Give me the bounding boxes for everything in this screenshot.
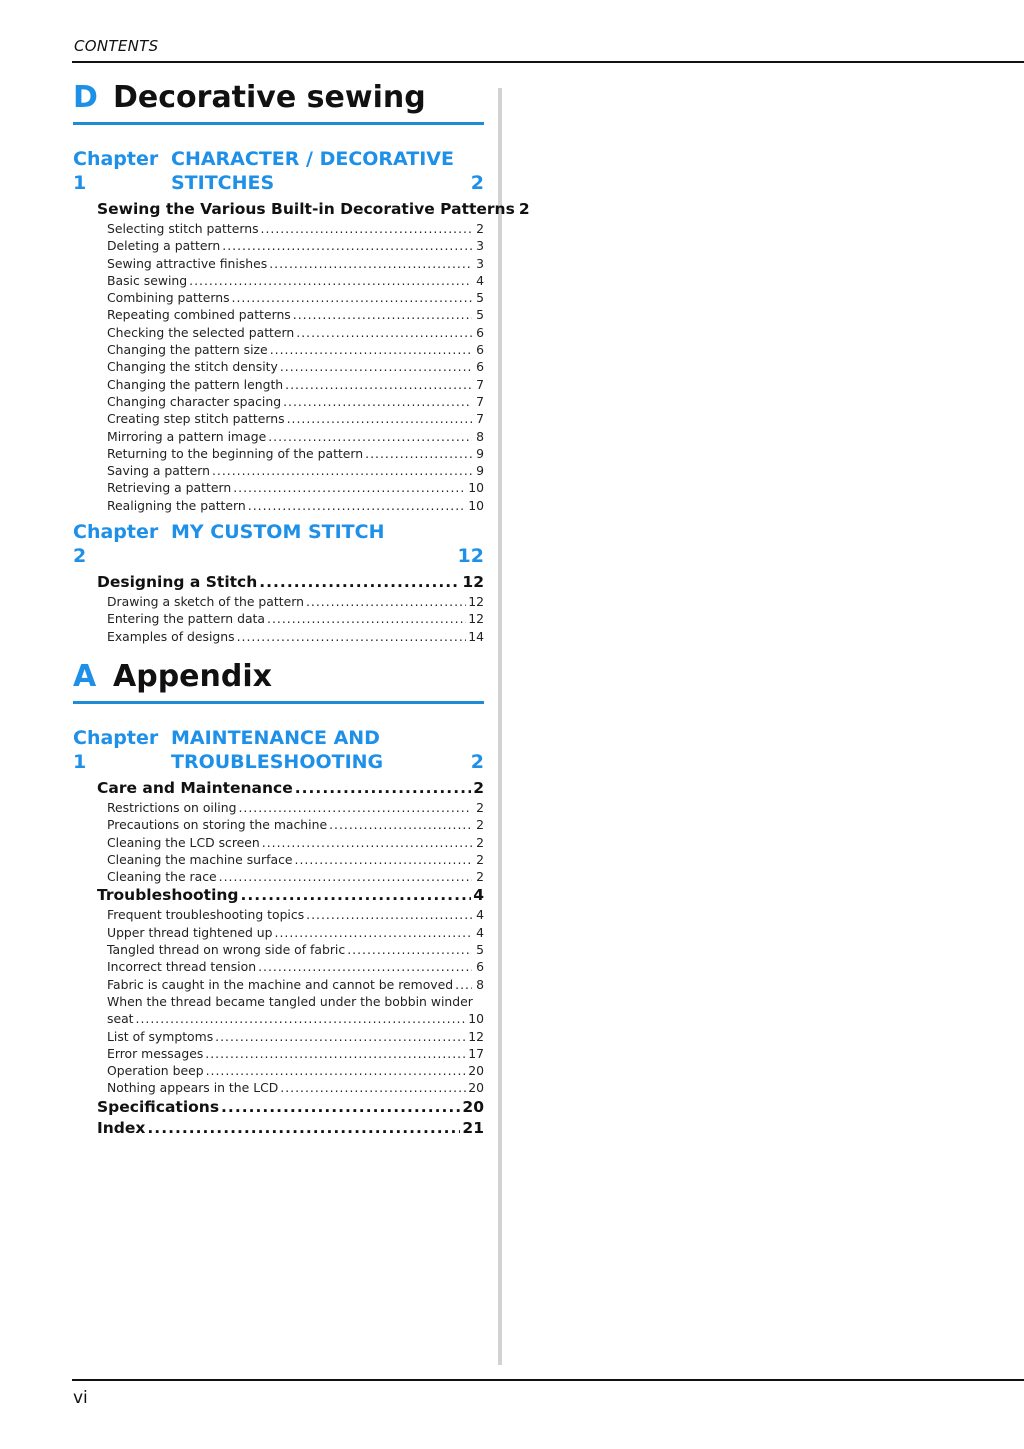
- toc-entry[interactable]: Creating step stitch patterns ..... 7: [107, 410, 484, 427]
- toc-entry[interactable]: Entering the pattern data ..... 12: [107, 610, 484, 627]
- chapter-label: Chapter 1: [73, 726, 159, 773]
- part-heading-d: [73, 78, 484, 125]
- toc-entry[interactable]: Basic sewing ..... 4: [107, 272, 484, 289]
- toc-entry[interactable]: Mirroring a pattern image ..... 8: [107, 428, 484, 445]
- toc-section[interactable]: Troubleshooting ..... 4: [97, 885, 484, 906]
- toc-entry[interactable]: Cleaning the LCD screen ..... 2: [107, 834, 484, 851]
- toc-entry[interactable]: Upper thread tightened up ..... 4: [107, 924, 484, 941]
- toc-entry[interactable]: Precautions on storing the machine ..... 2: [107, 816, 484, 833]
- chapter-label: Chapter 1: [73, 148, 159, 194]
- toc-entry[interactable]: Restrictions on oiling ..... 2: [107, 799, 484, 816]
- chapter-page: 2: [470, 750, 484, 773]
- part-heading-a: [73, 657, 484, 704]
- toc-entry[interactable]: Error messages ..... 17: [107, 1045, 484, 1062]
- toc-section[interactable]: Designing a Stitch ..... 12: [97, 572, 484, 593]
- toc-entry[interactable]: Cleaning the machine surface ..... 2: [107, 851, 484, 868]
- toc-chapter[interactable]: [73, 726, 484, 774]
- toc-entry[interactable]: Repeating combined patterns ..... 5: [107, 306, 484, 323]
- toc-entry[interactable]: When the thread became tangled under the bobbin winder seat ..... 10: [107, 993, 484, 1028]
- toc-entry[interactable]: Changing the pattern size ..... 6: [107, 341, 484, 358]
- toc-entry[interactable]: Deleting a pattern ..... 3: [107, 237, 484, 254]
- chapter-title: MAINTENANCE AND TROUBLESHOOTING: [171, 726, 384, 773]
- chapter-title: MY CUSTOM STITCH: [171, 521, 385, 544]
- toc-section[interactable]: Care and Maintenance ..... 2: [97, 778, 484, 799]
- running-head: CONTENTS: [74, 37, 159, 55]
- toc-entry[interactable]: Changing the pattern length ..... 7: [107, 376, 484, 393]
- footer-rule: [72, 1379, 1024, 1381]
- toc-entry[interactable]: Checking the selected pattern ..... 6: [107, 324, 484, 341]
- column-divider: [498, 88, 502, 1365]
- toc-column: [73, 78, 530, 1139]
- toc-chapter[interactable]: [73, 147, 484, 195]
- toc-section[interactable]: Sewing the Various Built-in Decorative Patterns 2: [97, 200, 530, 218]
- toc-entry[interactable]: Selecting stitch patterns ..... 2: [107, 220, 484, 237]
- chapter-label: Chapter 2: [73, 521, 159, 568]
- toc-entry[interactable]: Returning to the beginning of the pattern ..... 9: [107, 445, 484, 462]
- chapter-title: CHARACTER / DECORATIVE STITCHES: [171, 148, 454, 194]
- part-title: Appendix: [113, 658, 272, 694]
- page-number: vi: [73, 1388, 88, 1408]
- toc-entry[interactable]: Nothing appears in the LCD ..... 20: [107, 1079, 484, 1096]
- toc-entry[interactable]: Operation beep ..... 20: [107, 1062, 484, 1079]
- chapter-page: 2: [470, 172, 484, 194]
- toc-entry[interactable]: Frequent troubleshooting topics ..... 4: [107, 906, 484, 923]
- toc-chapter[interactable]: [73, 520, 484, 568]
- toc-entry[interactable]: Combining patterns ..... 5: [107, 289, 484, 306]
- toc-entry[interactable]: Sewing attractive finishes ..... 3: [107, 255, 484, 272]
- toc-entry[interactable]: Realigning the pattern ..... 10: [107, 497, 484, 514]
- toc-entry[interactable]: Retrieving a pattern ..... 10: [107, 479, 484, 496]
- toc-entry[interactable]: Tangled thread on wrong side of fabric ..... 5: [107, 941, 484, 958]
- chapter-page: 12: [457, 545, 484, 568]
- toc-entry[interactable]: Saving a pattern ..... 9: [107, 462, 484, 479]
- toc-entry[interactable]: List of symptoms ..... 12: [107, 1028, 484, 1045]
- toc-section[interactable]: Index ..... 21: [97, 1118, 484, 1139]
- toc-section[interactable]: Specifications ..... 20: [97, 1097, 484, 1118]
- part-title: Decorative sewing: [113, 80, 426, 115]
- toc-entry[interactable]: Fabric is caught in the machine and cannot be removed ..... 8: [107, 976, 484, 993]
- header-rule: [72, 61, 1024, 63]
- toc-entry[interactable]: Cleaning the race ..... 2: [107, 868, 484, 885]
- part-letter: D: [73, 80, 98, 115]
- toc-entry[interactable]: Examples of designs ..... 14: [107, 628, 484, 645]
- part-letter: A: [73, 658, 97, 694]
- toc-entry[interactable]: Changing the stitch density ..... 6: [107, 358, 484, 375]
- toc-entry[interactable]: Incorrect thread tension ..... 6: [107, 958, 484, 975]
- toc-entry[interactable]: Drawing a sketch of the pattern ..... 12: [107, 593, 484, 610]
- toc-entry[interactable]: Changing character spacing ..... 7: [107, 393, 484, 410]
